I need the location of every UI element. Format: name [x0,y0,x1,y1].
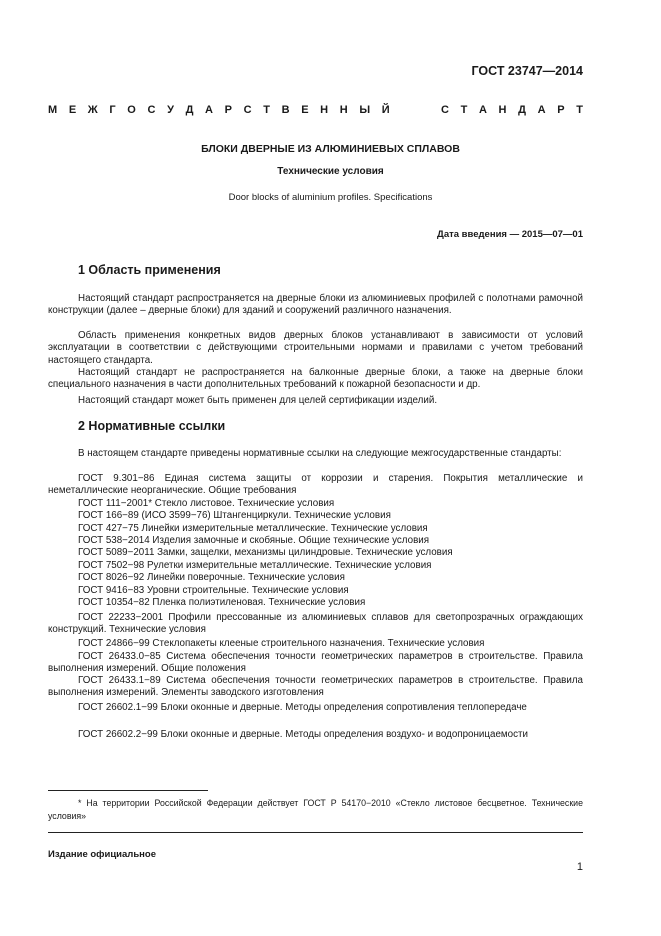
interstate-letter: Т [263,104,270,116]
standard-letter: А [478,104,487,116]
footnote: * На территории Российской Федерации действует ГОСТ Р 54170−2010 «Стекло листовое бесцветное. Технические условия» [48,798,583,821]
standard-letter: А [537,104,546,116]
reference-item: ГОСТ 427−75 Линейки измерительные металлические. Технические условия [78,523,428,534]
reference-item: ГОСТ 7502−98 Рулетки измерительные металлические. Технические условия [78,560,432,571]
reference-item: ГОСТ 24866−99 Стеклопакеты клееные строительного назначения. Технические условия [78,638,485,649]
interstate-letter: М [48,104,58,116]
standard-letter: Т [576,104,583,116]
reference-item: ГОСТ 9416−83 Уровни строительные. Технические условия [78,585,349,596]
interstate-letter: О [127,104,136,116]
reference-item: ГОСТ 5089−2011 Замки, защелки, механизмы цилиндровые. Технические условия [78,547,453,558]
interstate-letter: У [167,104,174,116]
interstate-letter: Е [301,104,309,116]
interstate-letter: Н [339,104,348,116]
interstate-letter: Е [68,104,77,116]
document-subtitle: Технические условия [277,166,384,177]
document-title: БЛОКИ ДВЕРНЫЕ ИЗ АЛЮМИНИЕВЫХ СПЛАВОВ [201,143,460,155]
footnote-divider [48,790,208,791]
interstate-letter: А [205,104,213,116]
standard-letter: Р [557,104,565,116]
interstate-letter: Р [224,104,232,116]
interstate-letter: Й [381,104,390,116]
interstate-letter: Ы [359,104,371,116]
reference-item: ГОСТ 111−2001* Стекло листовое. Технические условия [78,498,335,509]
section-1-paragraph: Настоящий стандарт распространяется на дверные блоки из алюминиевых профилей с полотнами рамочной конструкции (далее – дверные блоки) для зданий и сооружений различного назначения. [48,293,583,317]
reference-item: ГОСТ 10354−82 Пленка полиэтиленовая. Технические условия [78,597,366,608]
reference-item: ГОСТ 22233−2001 Профили прессованные из алюминиевых сплавов для светопрозрачных ограждающих конструкций. Технические условия [48,612,583,636]
reference-item: ГОСТ 9.301−86 Единая система защиты от коррозии и старения. Покрытия металлические и неметаллические неорганические. Общие требования [48,473,583,497]
reference-item: ГОСТ 538−2014 Изделия замочные и скобяные. Общие технические условия [78,535,430,546]
interstate-standard-label [48,104,583,116]
interstate-letter: Н [320,104,329,116]
reference-item: ГОСТ 26602.2−99 Блоки оконные и дверные. Методы определения воздухо- и водопроницаемости [78,729,528,740]
standard-letter: Д [518,104,526,116]
reference-item: ГОСТ 8026−92 Линейки поверочные. Технические условия [78,572,345,583]
reference-item: ГОСТ 166−89 (ИСО 3599−76) Штангенциркули. Технические условия [78,510,391,521]
section-2-intro: В настоящем стандарте приведены нормативные ссылки на следующие межгосударственные стандарты: [78,448,562,459]
official-edition-label: Издание официальное [48,849,156,860]
footer-divider [48,832,583,833]
section-1-paragraph: Настоящий стандарт не распространяется на балконные дверные блоки, а также на дверные блоки специального назначения в части дополнительных требований к пожарной безопасности и др. [48,367,583,391]
interstate-letter: В [281,104,290,116]
reference-item: ГОСТ 26433.0−85 Система обеспечения точности геометрических параметров в строительстве. Правила выполнения измерений. Общие положения [48,651,583,675]
section-1-paragraph: Область применения конкретных видов дверных блоков устанавливают в зависимости от условий эксплуатации в соответствии с действующими строительными нормами и правилами с учетом требований настоящего стандарта. [48,330,583,366]
interstate-letter: Г [109,104,116,116]
introduction-date: Дата введения — 2015—07—01 [437,229,583,240]
interstate-letter: Ж [87,104,98,116]
page-number: 1 [576,861,583,873]
reference-item: ГОСТ 26433.1−89 Система обеспечения точности геометрических параметров в строительстве. Правила выполнения измерений. Элементы заводского изготовления [48,675,583,699]
word-gap [401,104,429,116]
section-2-heading: 2 Нормативные ссылки [78,419,226,433]
section-1-paragraph: Настоящий стандарт может быть применен для целей сертификации изделий. [78,395,438,406]
interstate-letter: С [243,104,252,116]
english-title: Door blocks of aluminium profiles. Specifications [228,192,433,203]
standard-letter: Н [498,104,507,116]
interstate-letter: С [147,104,156,116]
reference-item: ГОСТ 26602.1−99 Блоки оконные и дверные. Методы определения сопротивления теплопередаче [78,702,527,713]
standard-code: ГОСТ 23747—2014 [471,64,583,78]
standard-letter: С [440,104,449,116]
standard-letter: Т [460,104,468,116]
interstate-letter: Д [185,104,194,116]
section-1-heading: 1 Область применения [78,263,221,277]
